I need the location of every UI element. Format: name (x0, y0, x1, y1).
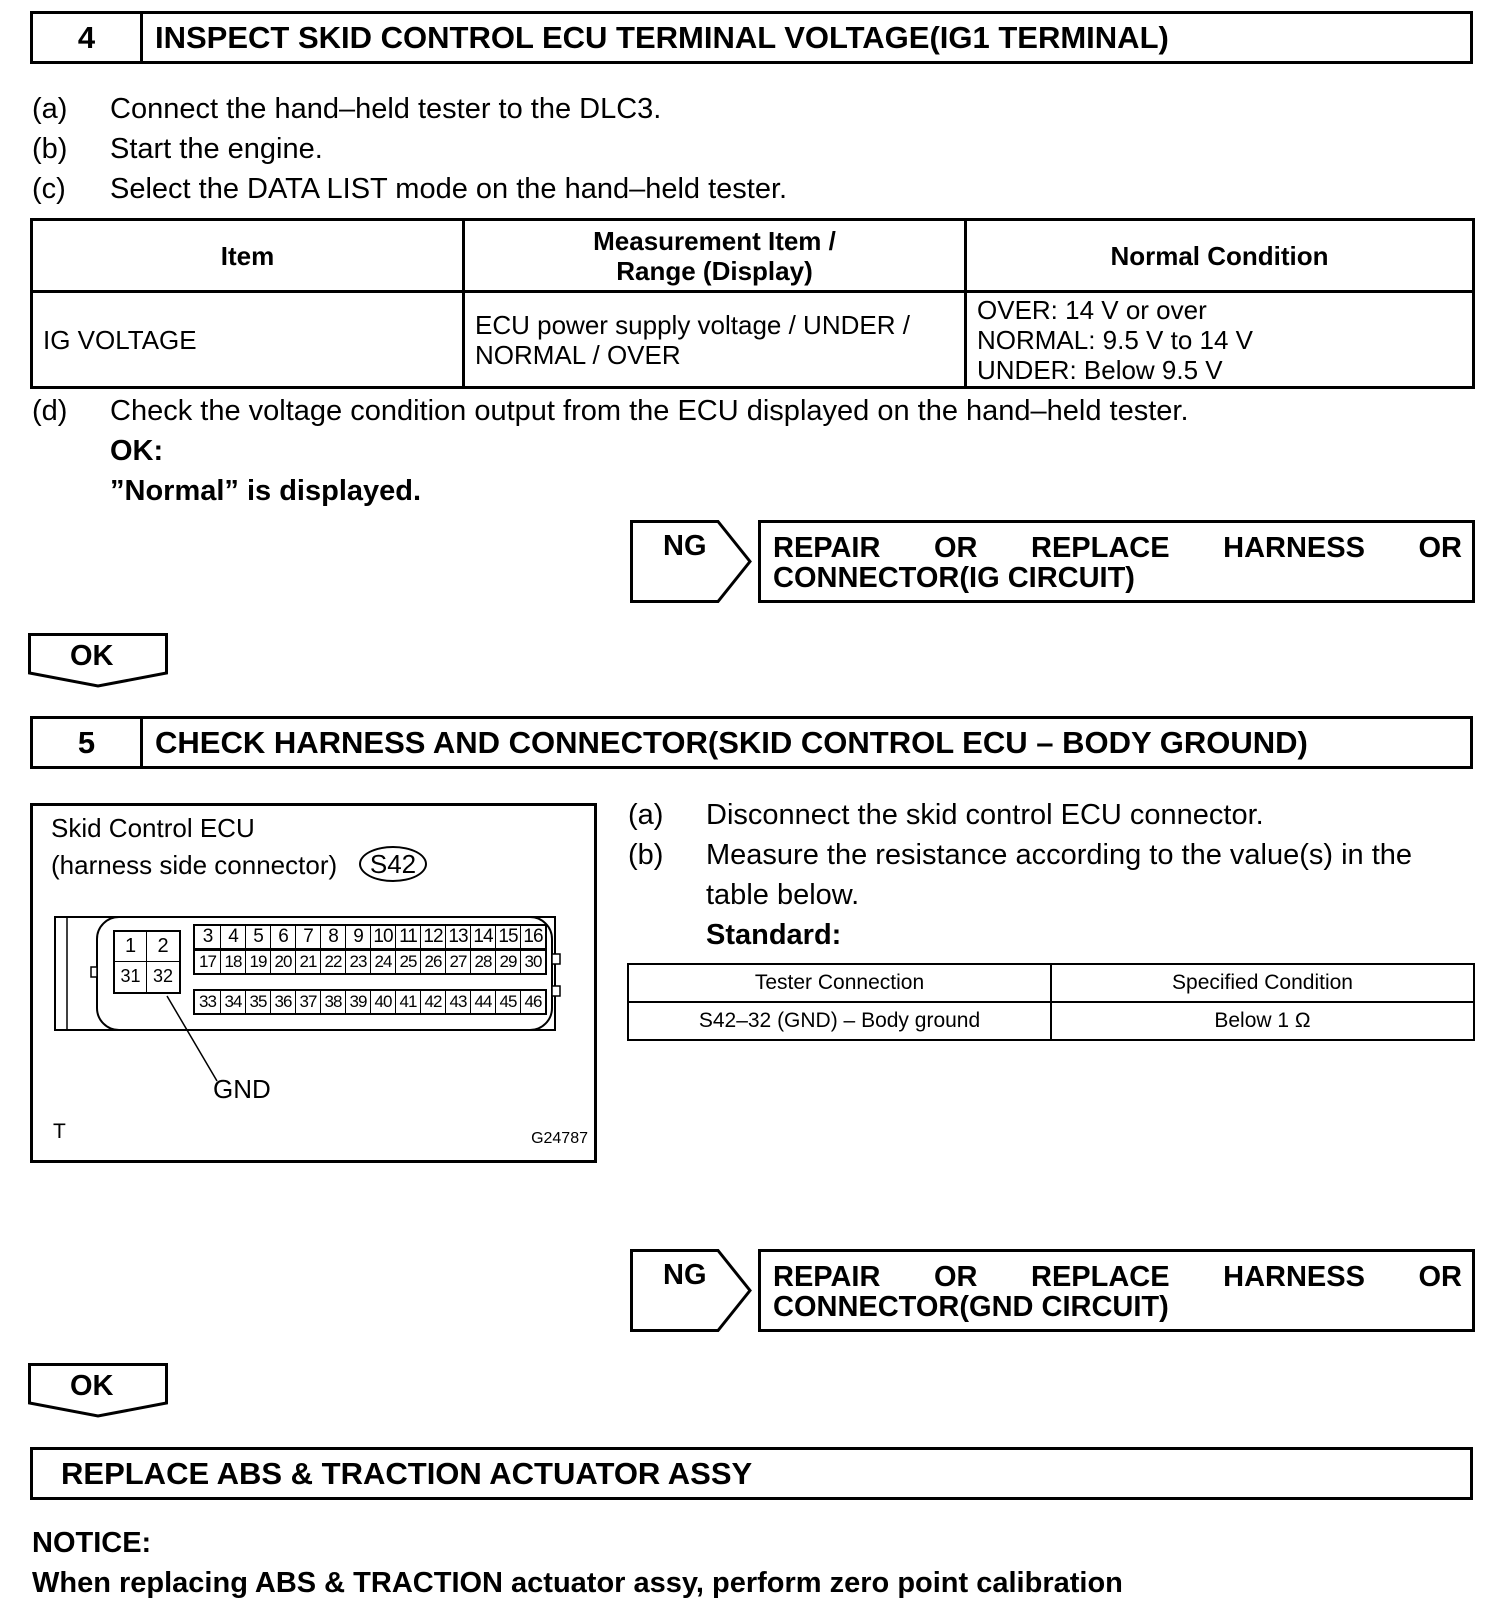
pin: 14 (470, 926, 495, 948)
ng-word: HARNESS (1223, 532, 1365, 564)
pin: 19 (245, 951, 270, 973)
ng-action-line1 (773, 1262, 1462, 1292)
notice-text: When replacing ABS & TRACTION actuator assy, perform zero point calibration (32, 1567, 1123, 1599)
step-text: Select the DATA LIST mode on the hand–held tester. (110, 173, 788, 205)
pin: 18 (220, 951, 245, 973)
diagram-title-1: Skid Control ECU (51, 813, 255, 843)
pin-row-3 (193, 989, 547, 1015)
ng-action-box (758, 520, 1475, 603)
corner-label: T (53, 1120, 66, 1143)
pin: 17 (199, 952, 216, 971)
normal-line3: UNDER: Below 9.5 V (977, 354, 1223, 385)
cell-measurement (464, 292, 966, 388)
step5-number: 5 (33, 719, 143, 766)
normal-line1: OVER: 14 V or over (977, 294, 1207, 325)
pin: 33 (199, 992, 216, 1011)
step-label: (b) (628, 839, 664, 871)
notice-label: NOTICE: (32, 1527, 152, 1559)
measurement-line2: NORMAL / OVER (475, 339, 681, 370)
pin: 24 (370, 951, 395, 973)
pin: 35 (245, 991, 270, 1013)
ng-word: OR (1418, 1261, 1462, 1293)
th-item: Item (32, 220, 464, 292)
pin-block-left (113, 930, 181, 994)
pin: 31 (115, 962, 147, 992)
th-tester-connection: Tester Connection (628, 964, 1051, 1002)
diagram-title-2: (harness side connector) (51, 850, 338, 880)
ng-word: REPAIR (773, 532, 881, 564)
th-measurement-line1: Measurement Item / (593, 225, 836, 256)
pin: 28 (470, 951, 495, 973)
step-label: (a) (628, 799, 664, 831)
ok-label: OK: (110, 435, 164, 467)
ng-arrow (630, 520, 752, 603)
standard-table (627, 963, 1475, 1041)
ok-text: ”Normal” is displayed. (110, 475, 422, 507)
pin: 43 (445, 991, 470, 1013)
pin: 37 (295, 991, 320, 1013)
th-measurement (464, 220, 966, 292)
pin: 26 (420, 951, 445, 973)
step-text: Connect the hand–held tester to the DLC3. (110, 93, 662, 125)
pin: 46 (520, 991, 545, 1013)
pin: 11 (395, 926, 420, 948)
cell-tester-connection: S42–32 (GND) – Body ground (628, 1002, 1051, 1040)
step5-line-b-cont: table below. (706, 879, 860, 911)
ng-action-line2: CONNECTOR(GND CIRCUIT) (773, 1291, 1169, 1323)
step4-number: 4 (33, 14, 143, 61)
pin-row-2 (193, 949, 547, 975)
pin: 16 (520, 926, 545, 948)
pin: 27 (445, 951, 470, 973)
ng-action-line2: CONNECTOR(IG CIRCUIT) (773, 562, 1135, 594)
step-text: Measure the resistance according to the value(s) in the (706, 839, 1413, 871)
pin: 21 (295, 951, 320, 973)
pin: 22 (320, 951, 345, 973)
step-label: (c) (32, 173, 66, 205)
normal-line2: NORMAL: 9.5 V to 14 V (977, 324, 1254, 355)
step-label: (d) (32, 395, 68, 427)
standard-label: Standard: (706, 919, 842, 951)
pin: 44 (470, 991, 495, 1013)
th-measurement-line2: Range (Display) (616, 255, 813, 286)
ng-action-line1 (773, 533, 1462, 563)
pin: 29 (495, 951, 520, 973)
step-text: Disconnect the skid control ECU connector. (706, 799, 1264, 831)
pin: 34 (220, 991, 245, 1013)
th-specified-condition: Specified Condition (1051, 964, 1474, 1002)
step-text: Start the engine. (110, 133, 323, 165)
pin: 5 (245, 926, 270, 948)
ng-label: NG (663, 1259, 707, 1291)
pin-row-1 (193, 924, 547, 950)
ng-word: REPLACE (1031, 532, 1170, 564)
pin: 3 (202, 926, 213, 947)
ng-action-box (758, 1249, 1475, 1332)
pin: 7 (295, 926, 320, 948)
ok-arrow-label: OK (70, 1370, 114, 1402)
ng-word: OR (933, 532, 978, 564)
pin: 2 (147, 932, 179, 962)
pin: 1 (115, 932, 147, 962)
pin: 8 (320, 926, 345, 948)
step4-header (30, 11, 1473, 64)
ng-word: REPLACE (1031, 1261, 1170, 1293)
pin: 15 (495, 926, 520, 948)
pin: 12 (420, 926, 445, 948)
pin: 39 (345, 991, 370, 1013)
cell-item: IG VOLTAGE (32, 292, 464, 388)
ok-arrow-label: OK (70, 640, 114, 672)
pin: 32 (152, 966, 174, 986)
connector-diagram (30, 803, 597, 1163)
cell-specified-condition: Below 1 Ω (1051, 1002, 1474, 1040)
step4-title: INSPECT SKID CONTROL ECU TERMINAL VOLTAGE(IG1 TERMINAL) (155, 20, 1169, 55)
step-text: Check the voltage condition output from the ECU displayed on the hand–held tester. (110, 395, 1189, 427)
connector-id-badge: S42 (359, 846, 427, 882)
ng-arrow (630, 1249, 752, 1332)
ng-word: REPAIR (773, 1261, 881, 1293)
pin: 41 (395, 991, 420, 1013)
pin: 25 (395, 951, 420, 973)
pin: 42 (420, 991, 445, 1013)
pin: 4 (220, 926, 245, 948)
data-list-table (30, 218, 1475, 389)
pin: 6 (270, 926, 295, 948)
step-label: (a) (32, 93, 68, 125)
pin: 38 (320, 991, 345, 1013)
pin: 40 (370, 991, 395, 1013)
pin: 30 (520, 951, 545, 973)
step5-title: CHECK HARNESS AND CONNECTOR(SKID CONTROL ECU – BODY GROUND) (155, 725, 1308, 760)
ng-word: OR (933, 1261, 978, 1293)
pin: 36 (270, 991, 295, 1013)
step-label: (b) (32, 133, 68, 165)
pin: 10 (370, 926, 395, 948)
ok-arrow (28, 633, 168, 688)
ng-word: OR (1418, 532, 1462, 564)
final-action-box (30, 1447, 1473, 1500)
ng-label: NG (663, 530, 707, 562)
ng-word: HARNESS (1223, 1261, 1365, 1293)
gnd-label: GND (213, 1074, 271, 1104)
pin: 23 (345, 951, 370, 973)
measurement-line1: ECU power supply voltage / UNDER / (475, 309, 910, 340)
cell-normal (966, 292, 1474, 388)
pin: 9 (345, 926, 370, 948)
pin: 13 (445, 926, 470, 948)
pin: 45 (495, 991, 520, 1013)
ok-arrow (28, 1363, 168, 1418)
figure-code: G24787 (531, 1130, 588, 1147)
pin: 20 (270, 951, 295, 973)
th-normal: Normal Condition (966, 220, 1474, 292)
final-title: REPLACE ABS & TRACTION ACTUATOR ASSY (61, 1456, 753, 1491)
step5-header (30, 716, 1473, 769)
